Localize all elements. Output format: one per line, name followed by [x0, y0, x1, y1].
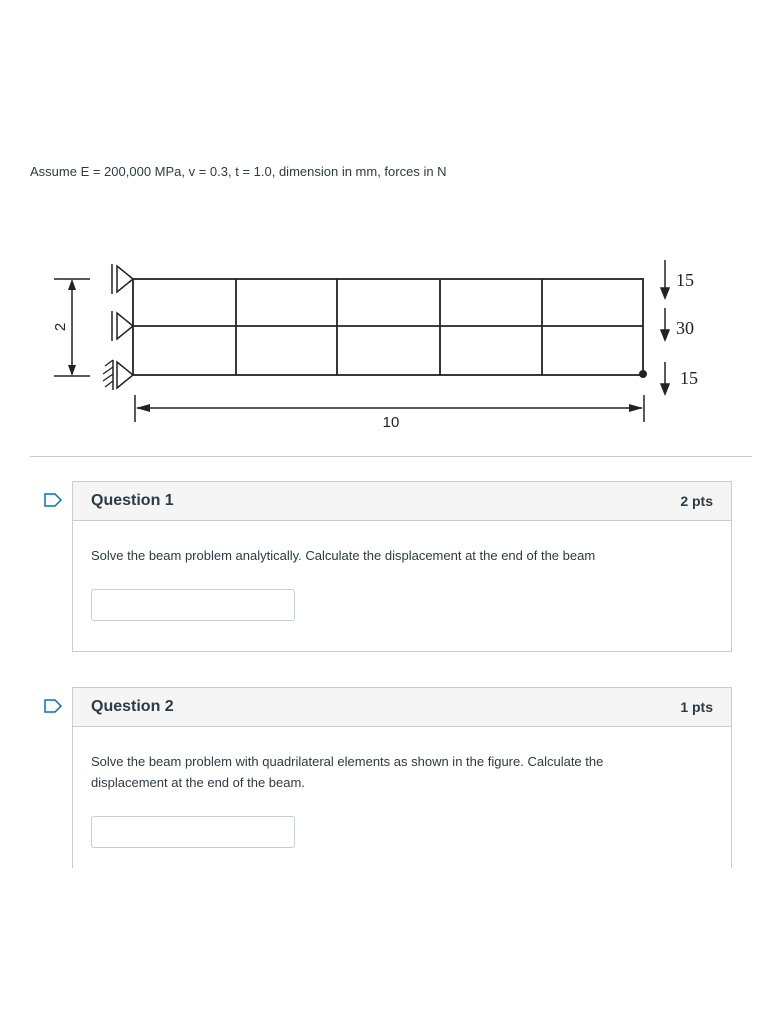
height-dimension — [52, 279, 90, 376]
length-dimension — [135, 395, 644, 431]
roller-support-top — [112, 264, 133, 294]
end-node — [639, 370, 647, 378]
length-label: 10 — [382, 414, 400, 431]
question-2-text: Solve the beam problem with quadrilateral elements as shown in the figure. Calculate the displacement at the end of the beam. — [91, 754, 604, 790]
load-middle: 30 — [676, 318, 694, 338]
question-2-card — [72, 687, 732, 868]
roller-support-middle — [112, 311, 133, 341]
question-2-points: 1 pts — [680, 699, 713, 715]
pin-support-bottom — [103, 360, 133, 390]
question-1-card — [72, 481, 732, 652]
bookmark-flag-icon[interactable] — [44, 699, 62, 713]
quadrilateral-mesh — [133, 279, 643, 375]
load-top: 15 — [676, 270, 694, 290]
height-label: 2 — [52, 322, 69, 332]
question-1-header — [73, 482, 731, 521]
question-2-answer-input[interactable] — [91, 816, 295, 848]
problem-assumptions: Assume E = 200,000 MPa, v = 0.3, t = 1.0, dimension in mm, forces in N — [30, 164, 447, 179]
question-1-title: Question 1 — [91, 492, 174, 509]
section-divider — [30, 456, 752, 457]
question-2-title: Question 2 — [91, 698, 174, 715]
question-1-answer-input[interactable] — [91, 589, 295, 621]
load-arrows — [661, 260, 669, 394]
question-1-points: 2 pts — [680, 493, 713, 509]
load-bottom: 15 — [680, 368, 698, 388]
question-2-header — [73, 688, 731, 727]
beam-figure — [0, 250, 768, 440]
bookmark-flag-icon[interactable] — [44, 493, 62, 507]
question-1-text: Solve the beam problem analytically. Calculate the displacement at the end of the beam — [91, 548, 596, 563]
